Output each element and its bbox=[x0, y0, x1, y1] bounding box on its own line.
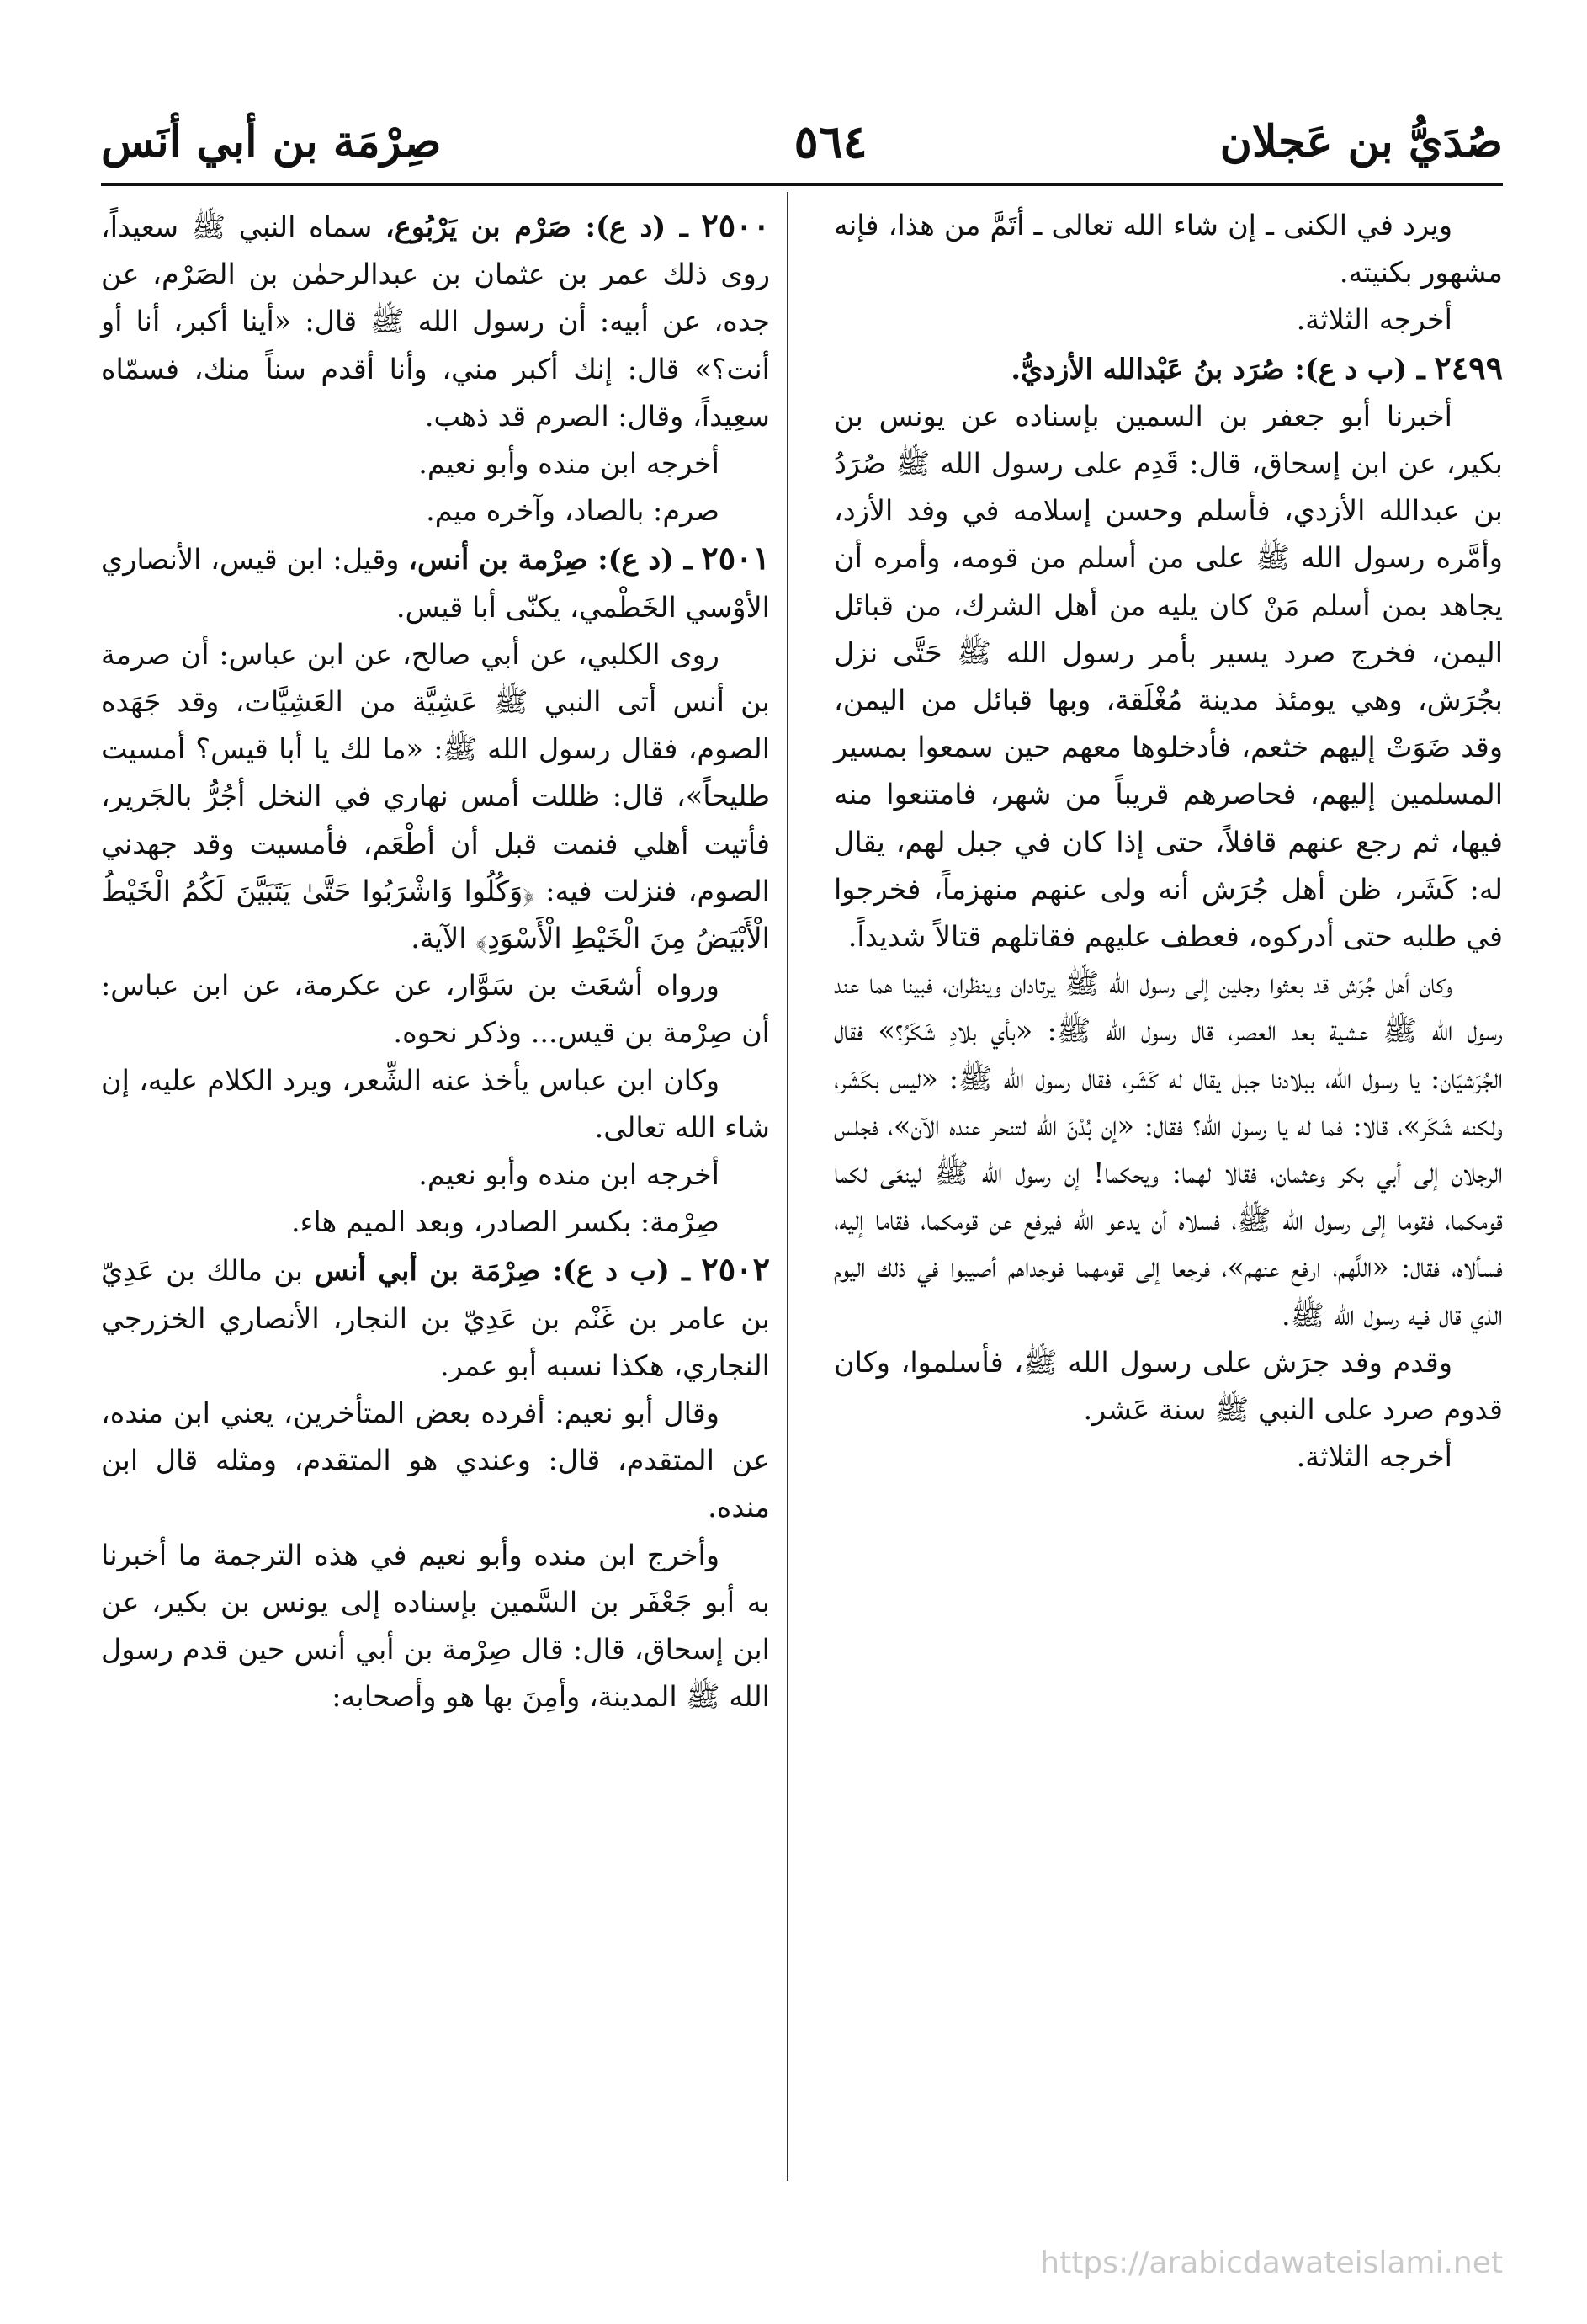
paragraph: ويرد في الكنى ـ إن شاء الله تعالى ـ أتَمَّ من هذا، فإنه مشهور بكنيته. bbox=[834, 209, 1503, 290]
entry-text: بن مالك بن عَدِيّ بن عامر بن غَنْم بن عَدِيّ بن النجار، الأنصاري الخزرجي النجاري، هكذا نسبه أبو عمر. bbox=[101, 1254, 770, 1382]
page-header bbox=[101, 99, 1503, 183]
biography-entry bbox=[101, 534, 770, 630]
running-title-left: صِرْمَة بن أبي أنَس bbox=[101, 115, 442, 168]
paragraph: أخبرنا أبو جعفر بن السمين بإسناده عن يونس بن بكير، عن ابن إسحاق، قال: قَدِم على رسول الله ﷺ صُرَدُ بن عبدالله الأزدي، فأسلم وحسن إسلامه في وفد الأزد، وأمَّره رسول الله ﷺ على من أسلم من قومه، وأمره أن يجاهد بمن أسلم مَنْ كان يليه من أهل الشرك، من قبائل اليمن، فخرج صرد يسير بأمر رسول الله ﷺ حَتَّى نزل بجُرَش، وهي يومئذ مدينة مُغْلَقة، وبها قبائل من اليمن، وقد ضَوَتْ إليهم خثعم، فأدخلوها معهم حين سمعوا بمسير المسلمين إليهم، فحاصرهم قريباً من شهر، فامتنعوا منه فيها، ثم رجع عنهم قافلاً، حتى إذا كان في جبل لهم، يقال له: كَشَر، ظن أهل جُرَش أنه ولى عنهم منهزماً، فخرجوا في طلبه حتى أدركوه، فعطف عليهم فقاتلهم قتالاً شديداً. bbox=[834, 399, 1503, 954]
paragraph: ورواه أشعَث بن سَوَّار، عن عكرمة، عن ابن عباس: أن صِرْمة بن قيس... وذكر نحوه. bbox=[101, 969, 770, 1050]
paragraph: وقدم وفد جرَش على رسول الله ﷺ، فأسلموا، وكان قدوم صرد على النبي ﷺ سنة عَشر. bbox=[834, 1345, 1503, 1427]
paragraph: وقال أبو نعيم: أفرده بعض المتأخرين، يعني ابن منده، عن المتقدم، قال: وعندي هو المتقدم، ومثله قال ابن منده. bbox=[101, 1396, 770, 1524]
entry-heading: ـ (د ع): صِرْمة بن أنس، bbox=[408, 543, 693, 577]
biography-entry bbox=[101, 202, 770, 440]
source-note: أخرجه ابن منده وأبو نعيم. bbox=[418, 1158, 719, 1192]
biography-entry bbox=[101, 1246, 770, 1390]
page-number: ٥٦٤ bbox=[794, 114, 868, 168]
entry-number: ٢٥٠٢ bbox=[701, 1250, 770, 1289]
source-note: أخرجه الثلاثة. bbox=[1296, 303, 1452, 337]
entry-text: وقيل: ابن قيس، الأنصاري الأوْسي الخَطْمي، يكنّى أبا قيس. bbox=[101, 543, 770, 624]
header-rule bbox=[101, 183, 1503, 186]
source-note: صرم: بالصاد، وآخره ميم. bbox=[426, 494, 719, 528]
entry-text: سماه النبي ﷺ سعيداً، روى ذلك عمر بن عثمان بن عبدالرحمٰن بن الصَرْم، عن جده، عن أبيه: أن رسول الله ﷺ قال: «أينا أكبر، أنا أو أنت؟» قال: إنك أكبر مني، وأنا أقدم سناً منك، فسمّاه سعِيداً، وقال: الصرم قد ذهب. bbox=[101, 210, 770, 433]
watermark-url: https://arabicdawateislami.net bbox=[1040, 2246, 1503, 2280]
right-column bbox=[834, 202, 1503, 1481]
paragraph: وكان أهل جُرَش قد بعثوا رجلين إلى رسول الله ﷺ يرتادان وينظران، فبينا هما عند رسول الله ﷺ عشية بعد العصر، قال رسول الله ﷺ: «بأي بلادِ شَكَرُ؟» فقال الجُرَشيّان: يا رسول الله، ببلادنا جبل يقال له كَشَر، فقال رسول الله ﷺ: «ليس بكَشَر، ولكنه شَكَر»، قالا: فما له يا رسول الله؟ فقال: «إن بُدْنَ الله لتنحر عنده الآن»، فجلس الرجلان إلى أبي بكر وعثمان، فقالا لهما: ويحكما! إن رسول الله ﷺ لينعَى لكما قومكما، فقوما إلى رسول الله ﷺ، فسلاه أن يدعو الله فيرفع عن قومكما، فقاما إليه، فسألاه، فقال: «اللَّهم، ارفع عنهم»، فرجعا إلى قومهما فوجداهم أصيبوا في ذلك اليوم الذي قال فيه رسول الله ﷺ. bbox=[834, 967, 1503, 1332]
biography-entry bbox=[834, 344, 1503, 393]
left-column bbox=[101, 202, 770, 1721]
source-note: صِرْمة: بكسر الصادر، وبعد الميم هاء. bbox=[290, 1205, 719, 1239]
paragraph: روى الكلبي، عن أبي صالح، عن ابن عباس: أن صرمة بن أنس أتى النبي ﷺ عَشِيَّة من العَشِيَّات، وقد جَهَده الصوم، فقال رسول الله ﷺ: «ما لك يا أبا قيس؟ أمسيت طليحاً»، قال: ظللت أمس نهاري في النخل أجُرُّ بالجَرير، فأتيت أهلي فنمت قبل أن أطْعَم، فأمسيت وقد جهدني الصوم، فنزلت فيه: ﴿وَكُلُوا وَاشْرَبُوا حَتَّىٰ يَتَبَيَّنَ لَكُمُ الْخَيْطُ الْأَبْيَضُ مِنَ الْخَيْطِ الْأَسْوَدِ﴾ الآية. bbox=[101, 637, 770, 955]
entry-number: ٢٤٩٩ bbox=[1434, 348, 1503, 386]
entry-number: ٢٥٠٠ bbox=[701, 206, 770, 244]
column-divider bbox=[787, 192, 788, 2181]
paragraph: وأخرج ابن منده وأبو نعيم في هذه الترجمة ما أخبرنا به أبو جَعْفَر بن السَّمين بإسناده إلى يونس بن بكير، عن ابن إسحاق، قال: قال صِرْمة بن أبي أنس حين قدم رسول الله ﷺ المدينة، وأمِنَ بها هو وأصحابه: bbox=[101, 1538, 770, 1714]
entry-heading: ـ (ب د ع): صِرْمَة بن أبي أنس bbox=[314, 1254, 690, 1288]
entry-heading: ـ (ب د ع): صُرَد بنُ عَبْدالله الأزديُّ. bbox=[1011, 352, 1425, 386]
entry-heading: ـ (د ع): صَرْم بن يَرْبُوع، bbox=[385, 210, 688, 243]
source-note: أخرجه الثلاثة. bbox=[1296, 1440, 1452, 1474]
paragraph: وكان ابن عباس يأخذ عنه الشِّعر، ويرد الكلام عليه، إن شاء الله تعالى. bbox=[101, 1063, 770, 1144]
entry-number: ٢٥٠١ bbox=[701, 539, 770, 577]
running-title-right: صُدَيُّ بن عَجلان bbox=[1219, 115, 1503, 168]
source-note: أخرجه ابن منده وأبو نعيم. bbox=[418, 447, 719, 481]
